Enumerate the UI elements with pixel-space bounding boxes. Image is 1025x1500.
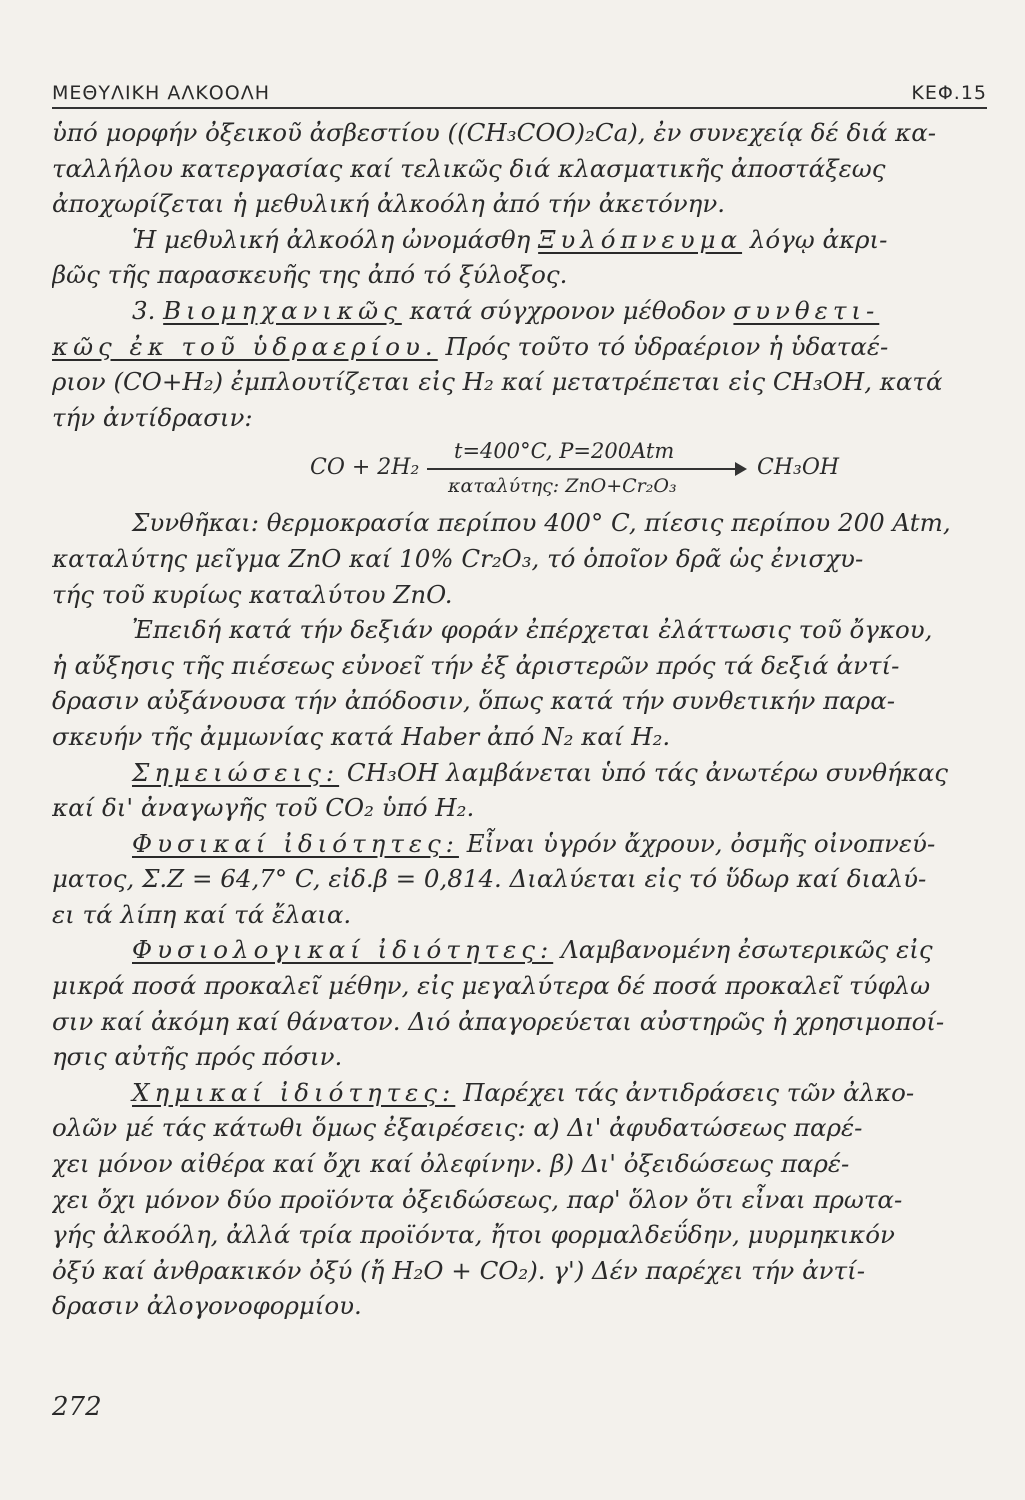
term-notes: Σημειώσεις:: [132, 757, 340, 787]
text-line: καταλύτης μεῖγμα ZnO καί 10% Cr₂O₃, τό ὁποῖον δρᾶ ὡς ἐνισχυ-: [52, 543, 864, 573]
term-xylopneuma: Ξυλόπνευμα: [538, 224, 743, 254]
section-number: 3.: [132, 295, 164, 325]
text-line: ματος, Σ.Ζ = 64,7° C, εἰδ.β = 0,814. Διαλύεται εἰς τό ὕδωρ καί διαλύ-: [52, 864, 927, 894]
equation-reactants: CO + 2H₂: [310, 455, 420, 481]
page-number: 272: [52, 1392, 102, 1422]
term-physiological-properties: Φυσιολογικαί ἰδιότητες:: [132, 935, 554, 965]
text-fragment: Ἡ μεθυλική ἀλκοόλη ὠνομάσθη: [132, 224, 539, 254]
text-line: [52, 826, 985, 862]
text-fragment: Παρέχει τάς ἀντιδράσεις τῶν ἀλκο-: [455, 1077, 915, 1107]
text-line: ὑπό μορφήν ὀξεικοῦ ἀσβεστίου ((CH₃COO)₂Ca), ἐν συνεχείᾳ δέ διά κα-: [52, 118, 937, 147]
text-line: ταλλήλου κατεργασίας καί τελικῶς διά κλασματικῆς ἀποστάξεως: [52, 153, 886, 183]
text-line: ριον (CO+H₂) ἐμπλουτίζεται εἰς H₂ καί μετατρέπεται εἰς CH₃OH, κατά: [52, 367, 943, 397]
equation-product: CH₃OH: [757, 455, 840, 481]
text-line: Συνθῆκαι: θερμοκρασία περίπου 400° C, πίεσις περίπου 200 Atm,: [132, 508, 951, 538]
text-line: ησις αὐτῆς πρός πόσιν.: [52, 1042, 343, 1072]
text-body: [52, 115, 985, 1324]
text-fragment: Πρός τοῦτο τό ὑδραέριον ἡ ὑδαταέ-: [437, 331, 889, 361]
text-fragment: Λαμβανομένη ἐσωτερικῶς εἰς: [553, 935, 933, 965]
reaction-equation: [52, 435, 985, 505]
text-line: καί δι' ἀναγωγῆς τοῦ CO₂ ὑπό H₂.: [52, 793, 475, 823]
text-line: [52, 755, 985, 791]
text-line: [52, 1075, 985, 1111]
text-line: χει ὄχι μόνον δύο προϊόντα ὀξειδώσεως, παρ' ὅλον ὅτι εἶναι πρωτα-: [52, 1184, 903, 1214]
equation-conditions: t=400°C, P=200Atm: [454, 439, 675, 464]
text-line: ει τά λίπη καί τά ἔλαια.: [52, 899, 352, 929]
text-line: ἀποχωρίζεται ἡ μεθυλική ἀλκοόλη ἀπό τήν ἀκετόνην.: [52, 189, 726, 219]
term-industrial: Βιομηχανικῶς: [163, 295, 402, 325]
text-fragment: CH₃OH λαμβάνεται ὑπό τάς ἀνωτέρω συνθήκας: [339, 757, 949, 787]
text-line: σκευήν τῆς ἀμμωνίας κατά Haber ἀπό N₂ καί H₂.: [52, 721, 671, 751]
text-line: χει μόνον αἰθέρα καί ὄχι καί ὀλεφίνην. β) Δι' ὀξειδώσεως παρέ-: [52, 1149, 850, 1179]
text-line: [52, 222, 985, 258]
text-line: Ἐπειδή κατά τήν δεξιάν φοράν ἐπέρχεται ἐλάττωσις τοῦ ὄγκου,: [132, 615, 933, 645]
text-line: δρασιν ἀλογονοφορμίου.: [52, 1291, 362, 1321]
text-line: ολῶν μέ τάς κάτωθι ὅμως ἐξαιρέσεις: α) Δι' ἀφυδατώσεως παρέ-: [52, 1113, 863, 1143]
text-line: βῶς τῆς παρασκευῆς της ἀπό τό ξύλοξος.: [52, 260, 568, 290]
text-line: [52, 932, 985, 968]
text-fragment: Εἶναι ὑγρόν ἄχρουν, ὀσμῆς οἰνοπνεύ-: [458, 828, 936, 858]
text-line: [52, 293, 985, 329]
arrow-head-icon: [735, 462, 747, 476]
running-header: [52, 82, 987, 109]
text-fragment: κατά σύγχρονον μέθοδον: [401, 295, 734, 325]
header-title: ΜΕΘΥΛΙΚΗ ΑΛΚΟΟΛΗ: [52, 82, 270, 104]
text-line: τήν ἀντίδρασιν:: [52, 402, 253, 432]
text-line: ἡ αὔξησις τῆς πιέσεως εὐνοεῖ τήν ἐξ ἀριστερῶν πρός τά δεξιά ἀντί-: [52, 650, 900, 680]
text-line: δρασιν αὐξάνουσα τήν ἀπόδοσιν, ὅπως κατά τήν συνθετικήν παρα-: [52, 686, 896, 716]
reaction-arrow: [427, 468, 745, 470]
text-line: [52, 329, 985, 365]
term-physical-properties: Φυσικαί ἰδιότητες:: [132, 828, 459, 858]
text-line: τής τοῦ κυρίως καταλύτου ZnO.: [52, 579, 453, 609]
text-fragment: λόγῳ ἀκρι-: [742, 224, 888, 254]
term-chemical-properties: Χημικαί ἰδιότητες:: [132, 1077, 456, 1107]
text-line: ὀξύ καί ἀνθρακικόν ὀξύ (ἤ H₂O + CO₂). γ') Δέν παρέχει τήν ἀντί-: [52, 1255, 865, 1285]
text-line: μικρά ποσά προκαλεῖ μέθην, εἰς μεγαλύτερα δέ ποσά προκαλεῖ τύφλω: [52, 971, 931, 1001]
equation-catalyst: καταλύτης: ZnO+Cr₂O₃: [448, 475, 677, 498]
text-line: γής ἀλκοόλη, ἀλλά τρία προϊόντα, ἤτοι φορμαλδεΰδην, μυρμηκικόν: [52, 1220, 895, 1250]
term-synthetic: συνθετι-: [733, 295, 880, 325]
term-from-water-gas: κῶς ἐκ τοῦ ὑδραερίου.: [52, 331, 438, 361]
text-line: σιν καί ἀκόμη καί θάνατον. Διό ἀπαγορεύεται αὐστηρῶς ἡ χρησιμοποί-: [52, 1006, 945, 1036]
header-chapter: ΚΕΦ.15: [911, 82, 987, 104]
